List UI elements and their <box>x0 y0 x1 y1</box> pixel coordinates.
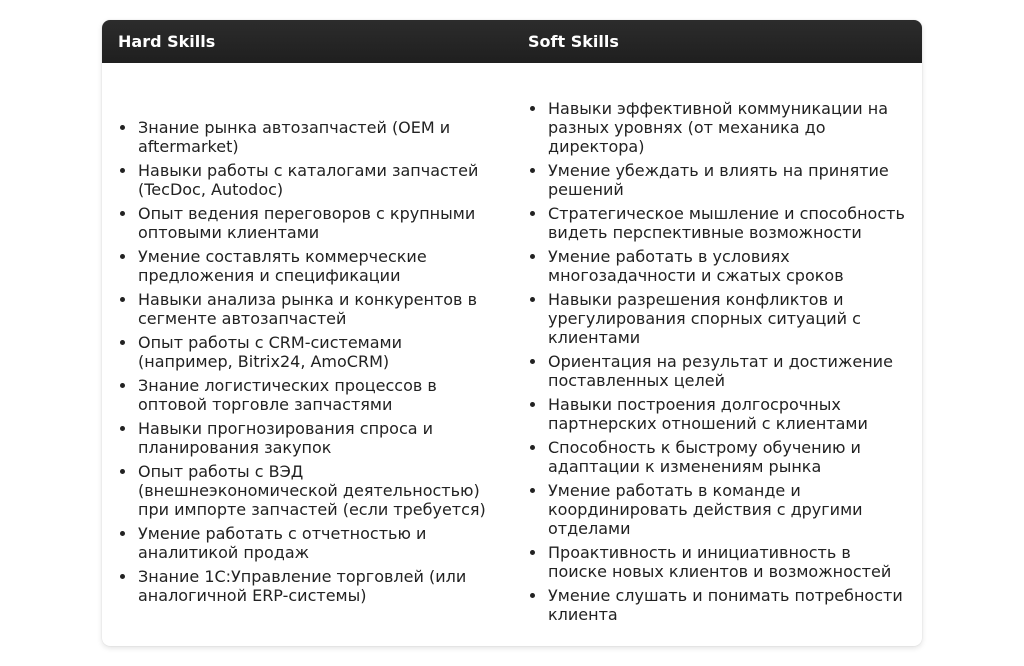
list-item: • Опыт ведения переговоров с крупными оптовыми клиентами <box>137 204 496 242</box>
hard-skills-list <box>118 118 496 605</box>
soft-skills-list <box>528 99 906 624</box>
hard-skills-cell <box>102 63 512 646</box>
table-body <box>102 63 922 646</box>
list-item: • Навыки работы с каталогами запчастей (TecDoc, Autodoc) <box>137 161 496 199</box>
list-item: • Навыки анализа рынка и конкурентов в сегменте автозапчастей <box>137 290 496 328</box>
list-item: • Навыки построения долгосрочных партнерских отношений с клиентами <box>547 395 906 433</box>
header-hard-skills: Hard Skills <box>118 32 216 51</box>
list-item: • Навыки разрешения конфликтов и урегулирования спорных ситуаций с клиентами <box>547 290 906 347</box>
list-item: • Знание рынка автозапчастей (OEM и aftermarket) <box>137 118 496 156</box>
list-item: • Навыки прогнозирования спроса и планирования закупок <box>137 419 496 457</box>
list-item: • Ориентация на результат и достижение поставленных целей <box>547 352 906 390</box>
list-item: • Умение составлять коммерческие предложения и спецификации <box>137 247 496 285</box>
list-item: • Умение работать в команде и координировать действия с другими отделами <box>547 481 906 538</box>
list-item: • Проактивность и инициативность в поиске новых клиентов и возможностей <box>547 543 906 581</box>
table-header <box>102 20 922 63</box>
list-item: • Знание 1С:Управление торговлей (или аналогичной ERP-системы) <box>137 567 496 605</box>
list-item: • Опыт работы с CRM-системами (например, Bitrix24, AmoCRM) <box>137 333 496 371</box>
soft-skills-cell <box>512 63 922 646</box>
list-item: • Умение слушать и понимать потребности клиента <box>547 586 906 624</box>
list-item: • Умение убеждать и влиять на принятие решений <box>547 161 906 199</box>
header-soft-skills: Soft Skills <box>528 32 619 51</box>
list-item: • Умение работать в условиях многозадачности и сжатых сроков <box>547 247 906 285</box>
skills-table <box>102 20 922 646</box>
list-item: • Стратегическое мышление и способность видеть перспективные возможности <box>547 204 906 242</box>
list-item: • Способность к быстрому обучению и адаптации к изменениям рынка <box>547 438 906 476</box>
list-item: • Опыт работы с ВЭД (внешнеэкономической деятельностью) при импорте запчастей (если требуется) <box>137 462 496 519</box>
list-item: • Навыки эффективной коммуникации на разных уровнях (от механика до директора) <box>547 99 906 156</box>
list-item: • Знание логистических процессов в оптовой торговле запчастями <box>137 376 496 414</box>
list-item: • Умение работать с отчетностью и аналитикой продаж <box>137 524 496 562</box>
